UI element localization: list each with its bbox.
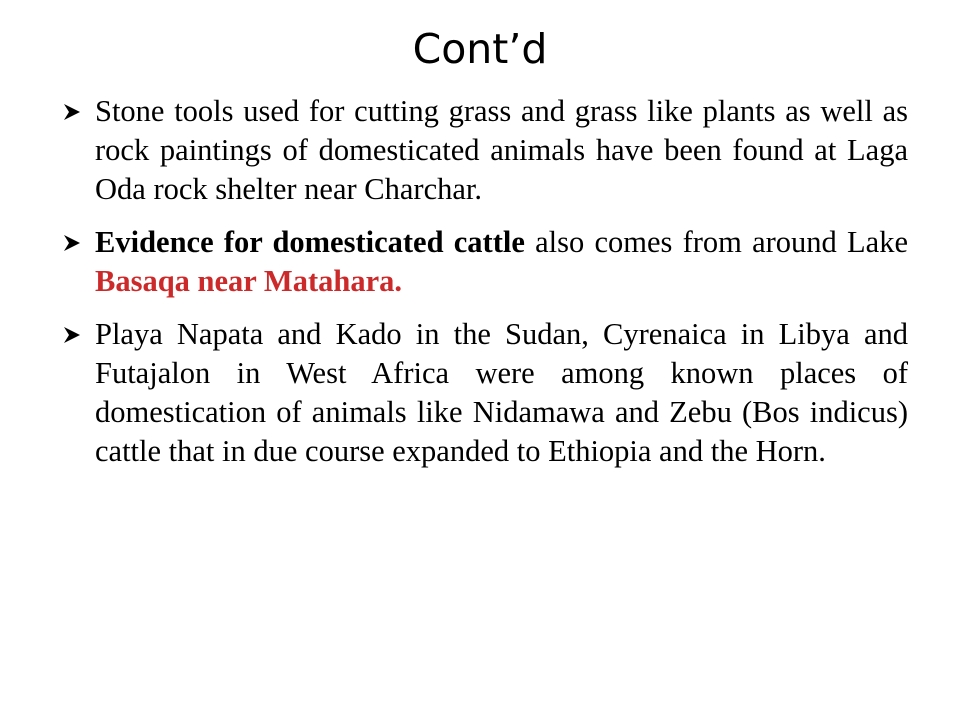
bullet-text: Playa Napata and Kado in the Sudan, Cyrenaica in Libya and Futajalon in West Africa were among known places of domestication of animals like Nidamawa and Zebu (Bos indicus) cattle that in due course expanded to Ethiopia and the Horn. [95,317,908,468]
bullet-item-domestication-places [60,315,908,471]
bullet-text: Stone tools used for cutting grass and grass like plants as well as rock paintings of domesticated animals have been found at Laga Oda rock shelter near Charchar. [95,94,908,206]
arrow-bullet-icon [60,223,88,262]
arrow-bullet-icon [60,92,88,131]
bullet-bold-text: Evidence for domesticated cattle [95,225,525,259]
bullet-item-stone-tools [60,92,908,209]
bullet-list [60,92,908,485]
arrow-bullet-icon [60,315,88,354]
slide-title: Cont’d [412,25,548,73]
bullet-text: also comes from around Lake [524,225,908,259]
highlighted-place-text: Basaqa near Matahara. [95,264,402,298]
bullet-item-cattle-evidence [60,223,908,301]
